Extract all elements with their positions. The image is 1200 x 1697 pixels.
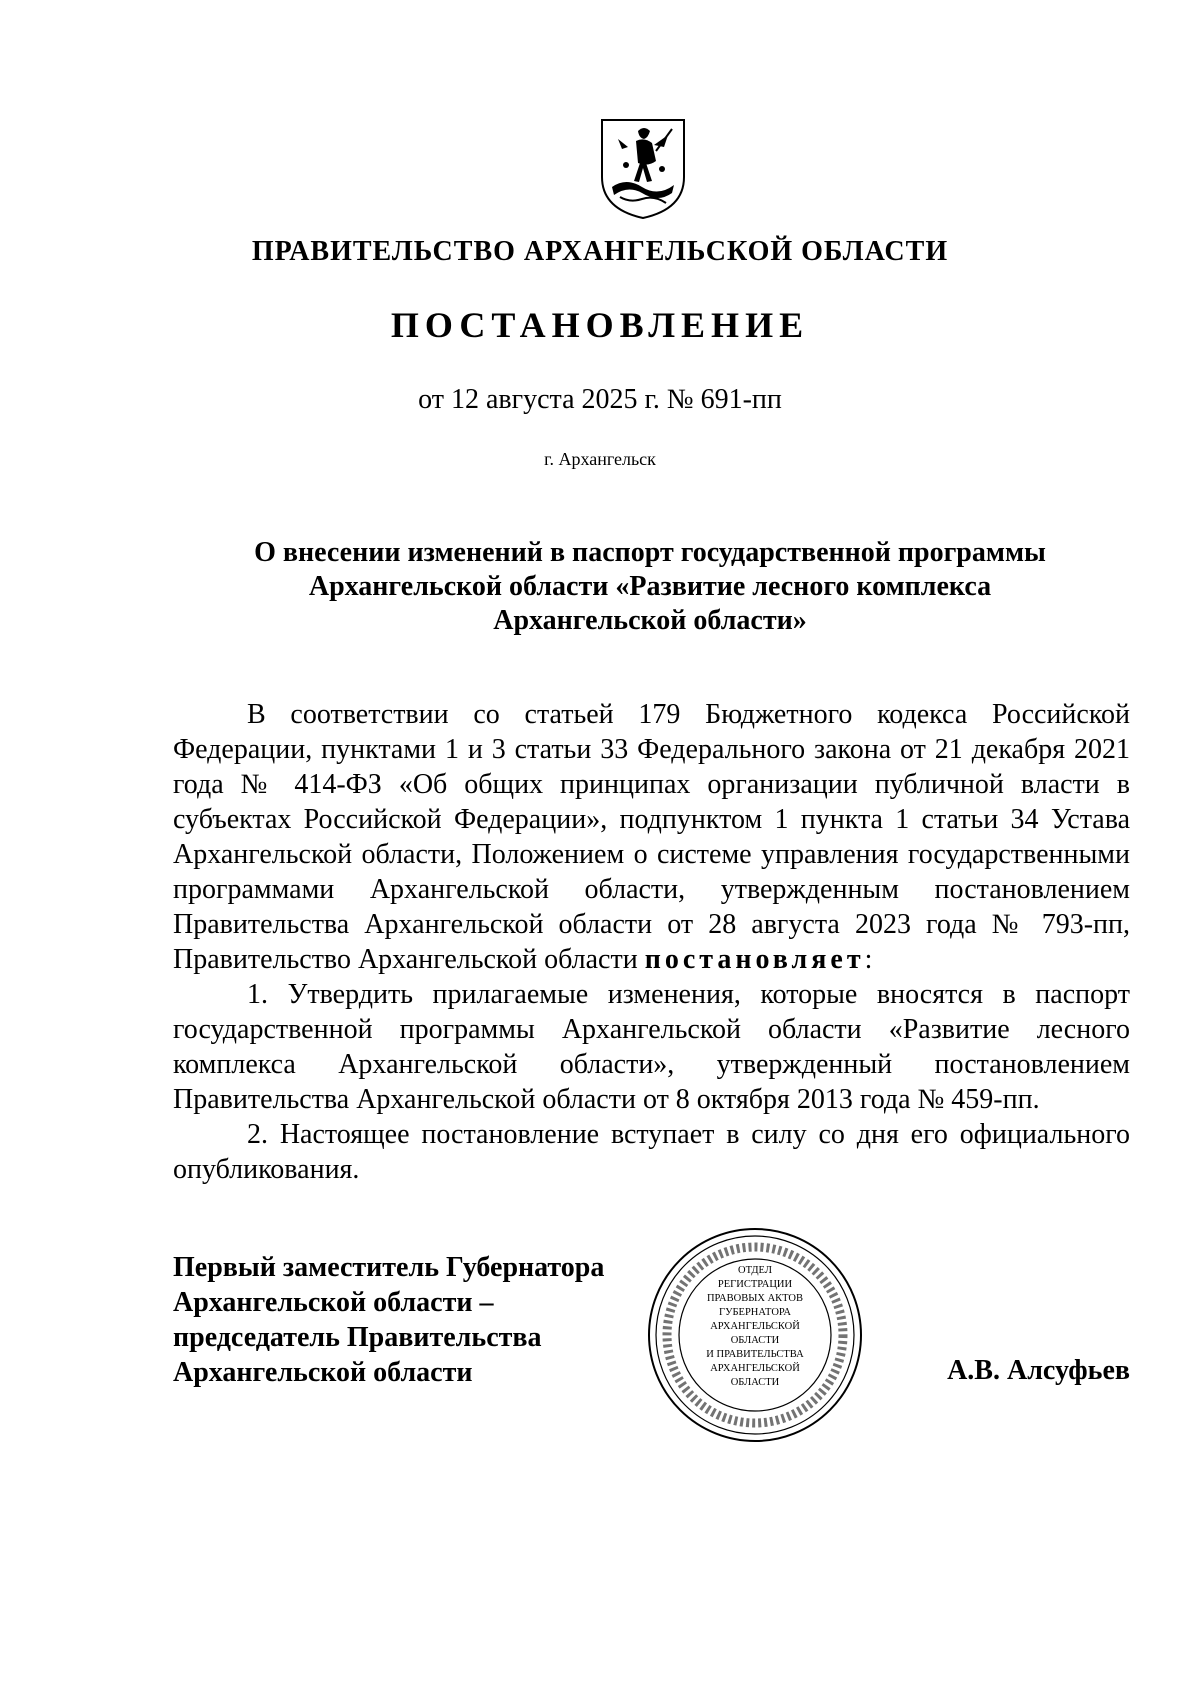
- stamp-line: РЕГИСТРАЦИИ: [717, 1279, 793, 1290]
- stamp-line: ПРАВОВЫХ АКТОВ: [706, 1293, 804, 1304]
- preamble-end: :: [864, 944, 873, 975]
- body-paragraph-preamble: [173, 697, 1130, 977]
- signatory-name: А.В. Алсуфьев: [947, 1355, 1130, 1386]
- position-line: Первый заместитель Губернатора: [173, 1252, 605, 1283]
- signatory-position: [173, 1250, 604, 1390]
- subject-line: Архангельской области»: [493, 605, 807, 636]
- preamble-text: В соответствии со статьей 179 Бюджетного кодекса Российской Федерации, пунктами 1 и 3 статьи 33 Федерального закона от 21 декабря 2021 года № 414-ФЗ «Об общих принципах организации публичной власти в субъектах Российской Федерации», подпунктом 1 пункта 1 статьи 34 Устава Архангельской области, Положением о системе управления государственными программами Архангельской области, утвержденным постановлением Правительства Архангельской области от 28 августа 2023 года № 793-пп, Правительство Архангельской области: [173, 699, 1130, 975]
- position-line: Архангельской области: [173, 1357, 473, 1388]
- body-paragraph-item-1: 1. Утвердить прилагаемые изменения, которые вносятся в паспорт государственной программы Архангельской области «Развитие лесного комплекса Архангельской области», утвержденный постановлением Правительства Архангельской области от 8 октября 2013 года № 459-пп.: [173, 979, 1130, 1115]
- document-body: [173, 697, 1130, 1187]
- document-type-title: ПОСТАНОВЛЕНИЕ: [390, 305, 810, 345]
- resolves-keyword: постановляет: [644, 944, 865, 975]
- date-and-number: от 12 августа 2025 г. № 691-пп: [418, 384, 782, 415]
- stamp-line: ОТДЕЛ: [738, 1265, 772, 1276]
- coat-of-arms-emblem: [598, 117, 688, 220]
- stamp-line: ОБЛАСТИ: [730, 1335, 780, 1346]
- stamp-line: АРХАНГЕЛЬСКОЙ: [710, 1363, 800, 1374]
- stamp-line: ГУБЕРНАТОРА: [719, 1307, 791, 1318]
- registration-stamp: [645, 1225, 865, 1445]
- subject-line: Архангельской области «Развитие лесного комплекса: [308, 571, 992, 602]
- position-line: председатель Правительства: [173, 1322, 542, 1353]
- stamp-line: АРХАНГЕЛЬСКОЙ: [710, 1321, 800, 1332]
- stamp-line: ОБЛАСТИ: [730, 1377, 780, 1388]
- subject-line: О внесении изменений в паспорт государственной программы: [254, 537, 1046, 568]
- city-line: г. Архангельск: [544, 449, 656, 469]
- position-line: Архангельской области –: [173, 1287, 494, 1318]
- government-name: ПРАВИТЕЛЬСТВО АРХАНГЕЛЬСКОЙ ОБЛАСТИ: [251, 236, 949, 267]
- document-subject: [170, 536, 1130, 638]
- body-paragraph-item-2: 2. Настоящее постановление вступает в силу со дня его официального опубликования.: [173, 1119, 1130, 1185]
- stamp-line: И ПРАВИТЕЛЬСТВА: [706, 1349, 804, 1360]
